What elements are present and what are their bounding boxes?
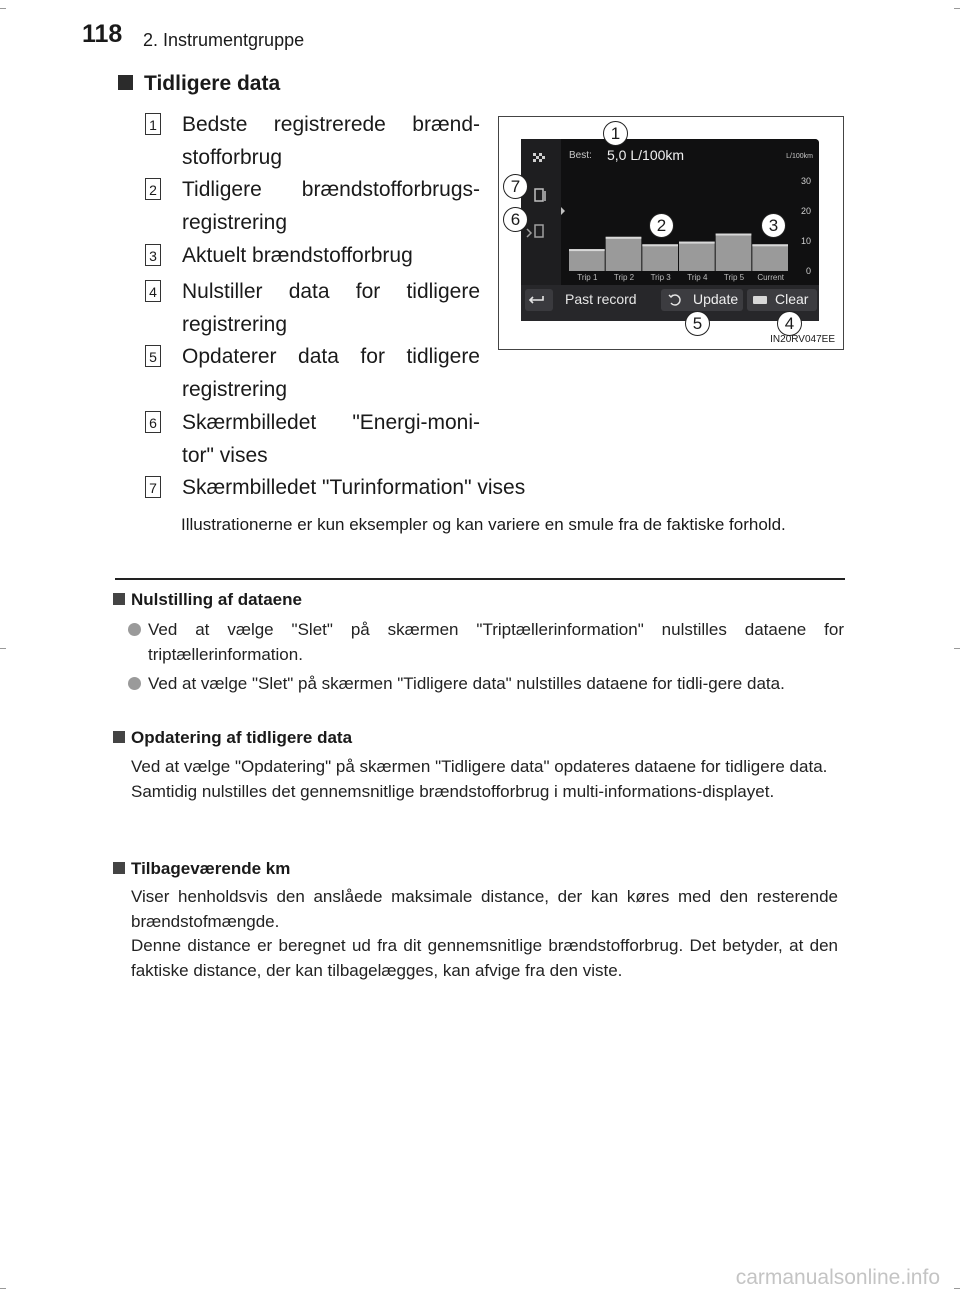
x-tick-label: Current [757, 273, 785, 282]
callout-4: 4 [777, 311, 802, 336]
callout-2: 2 [649, 213, 674, 238]
item-text: Opdaterer data for tidligere registrering [182, 345, 480, 401]
item-number: 1 [145, 113, 161, 135]
crop-mark [954, 648, 960, 649]
past-record-title: Past record [565, 291, 637, 307]
item-text: Skærmbilledet "Energi-moni-tor" vises [182, 411, 480, 467]
list-item [145, 174, 480, 239]
item-number: 4 [145, 280, 161, 302]
y-tick-label: 0 [805, 266, 811, 276]
list-item [145, 407, 480, 472]
paragraph-line: Viser henholdsvis den anslåede maksimale distance, der kan køres med den resterende brændstofmængde. [131, 887, 838, 931]
subsection-title-text: Nulstilling af dataene [131, 590, 302, 609]
subsection-title [113, 590, 302, 610]
list-item [145, 341, 480, 406]
bar-top-line [752, 244, 788, 246]
clear-button[interactable]: Clear [775, 291, 809, 307]
section-title [118, 72, 280, 96]
crop-mark [954, 1288, 960, 1289]
bar-top-line [679, 242, 715, 244]
bullet-dot-icon [128, 623, 141, 636]
bar-current [752, 244, 788, 271]
callout-6: 6 [503, 207, 528, 232]
item-number: 5 [145, 345, 161, 367]
bar-top-line [569, 249, 605, 251]
bar-top-line [716, 234, 752, 236]
paragraph [131, 885, 838, 983]
unit-label: L/100km [786, 153, 813, 160]
best-label: Best: [569, 150, 592, 161]
paragraph [131, 755, 838, 804]
figure [498, 116, 844, 350]
crop-mark [0, 648, 6, 649]
divider [115, 578, 845, 580]
crop-mark [0, 8, 6, 9]
subsection-title-text: Tilbageværende km [131, 859, 291, 878]
square-bullet-icon [113, 862, 125, 874]
list-item [145, 109, 480, 174]
bar-trip-4 [679, 242, 715, 271]
bullet-item [128, 671, 844, 696]
watermark: carmanualsonline.info [735, 1266, 940, 1289]
bar-trip-2 [606, 237, 642, 271]
paragraph-line: Denne distance er beregnet ud fra dit gennemsnitlige brændstofforbrug. Det betyder, at den faktiske distance, der kan tilbagelægges, kan afvige fra den viste. [131, 936, 838, 980]
subsection-title [113, 728, 352, 748]
crop-mark [0, 1288, 6, 1289]
item-number: 6 [145, 411, 161, 433]
page-number: 118 [82, 20, 123, 48]
list-item [145, 472, 575, 505]
callout-5: 5 [685, 311, 710, 336]
illustration-note: Illustrationerne er kun eksempler og kan variere en smule fra de faktiske forhold. [181, 515, 786, 534]
x-tick-label: Trip 4 [687, 273, 708, 282]
paragraph-line: Ved at vælge "Opdatering" på skærmen "Tidligere data" opdateres dataene for tidligere data. [131, 757, 828, 776]
x-tick-label: Trip 2 [613, 273, 635, 282]
callout-7: 7 [503, 174, 528, 199]
bullet-dot-icon [128, 677, 141, 690]
item-text: Aktuelt brændstofforbrug [182, 244, 413, 267]
item-text: Skærmbilledet "Turinformation" vises [182, 476, 526, 499]
subsection-title [113, 859, 290, 879]
item-text: Bedste registrerede brænd-stofforbrug [182, 113, 480, 169]
square-bullet-icon [113, 731, 125, 743]
paragraph-line: Samtidig nulstilles det gennemsnitlige brændstofforbrug i multi-informations-displayet. [131, 781, 775, 801]
x-tick-label: Trip 5 [723, 273, 745, 282]
section-title-text: Tidligere data [144, 72, 281, 95]
item-number: 3 [145, 244, 161, 266]
callout-3: 3 [761, 213, 786, 238]
item-text: Nulstiller data for tidligere registrering [182, 280, 480, 336]
square-bullet-icon [118, 75, 133, 90]
bar-trip-5 [716, 234, 752, 272]
figure-code: IN20RV047EE [770, 334, 835, 345]
best-value: 5,0 L/100km [607, 147, 685, 163]
chapter-title: 2. Instrumentgruppe [143, 30, 305, 50]
update-button[interactable]: Update [693, 291, 739, 307]
eraser-icon [753, 296, 767, 304]
y-tick-label: 20 [800, 206, 811, 216]
list-item [145, 240, 480, 273]
bar-top-line [606, 237, 642, 239]
y-tick-label: 10 [800, 236, 811, 246]
bar-top-line [642, 244, 678, 246]
y-tick-label: 30 [800, 176, 811, 186]
item-text: Tidligere brændstofforbrugs-registrering [182, 178, 480, 234]
crop-mark [954, 8, 960, 9]
x-tick-label: Trip 3 [650, 273, 671, 282]
item-number: 7 [145, 476, 161, 498]
x-tick-label: Trip 1 [577, 273, 598, 282]
item-number: 2 [145, 178, 161, 200]
list-item [145, 276, 480, 341]
callout-1: 1 [603, 121, 628, 146]
square-bullet-icon [113, 593, 125, 605]
bar-trip-3 [642, 244, 678, 271]
bullet-item [128, 617, 844, 667]
bar-trip-1 [569, 249, 605, 271]
subsection-title-text: Opdatering af tidligere data [131, 728, 353, 747]
bullet-text: Ved at vælge "Slet" på skærmen "Tidligere data" nulstilles dataene for tidli-gere data. [148, 674, 785, 693]
bullet-text: Ved at vælge "Slet" på skærmen "Triptællerinformation" nulstilles dataene for triptællerinformation. [148, 620, 844, 664]
